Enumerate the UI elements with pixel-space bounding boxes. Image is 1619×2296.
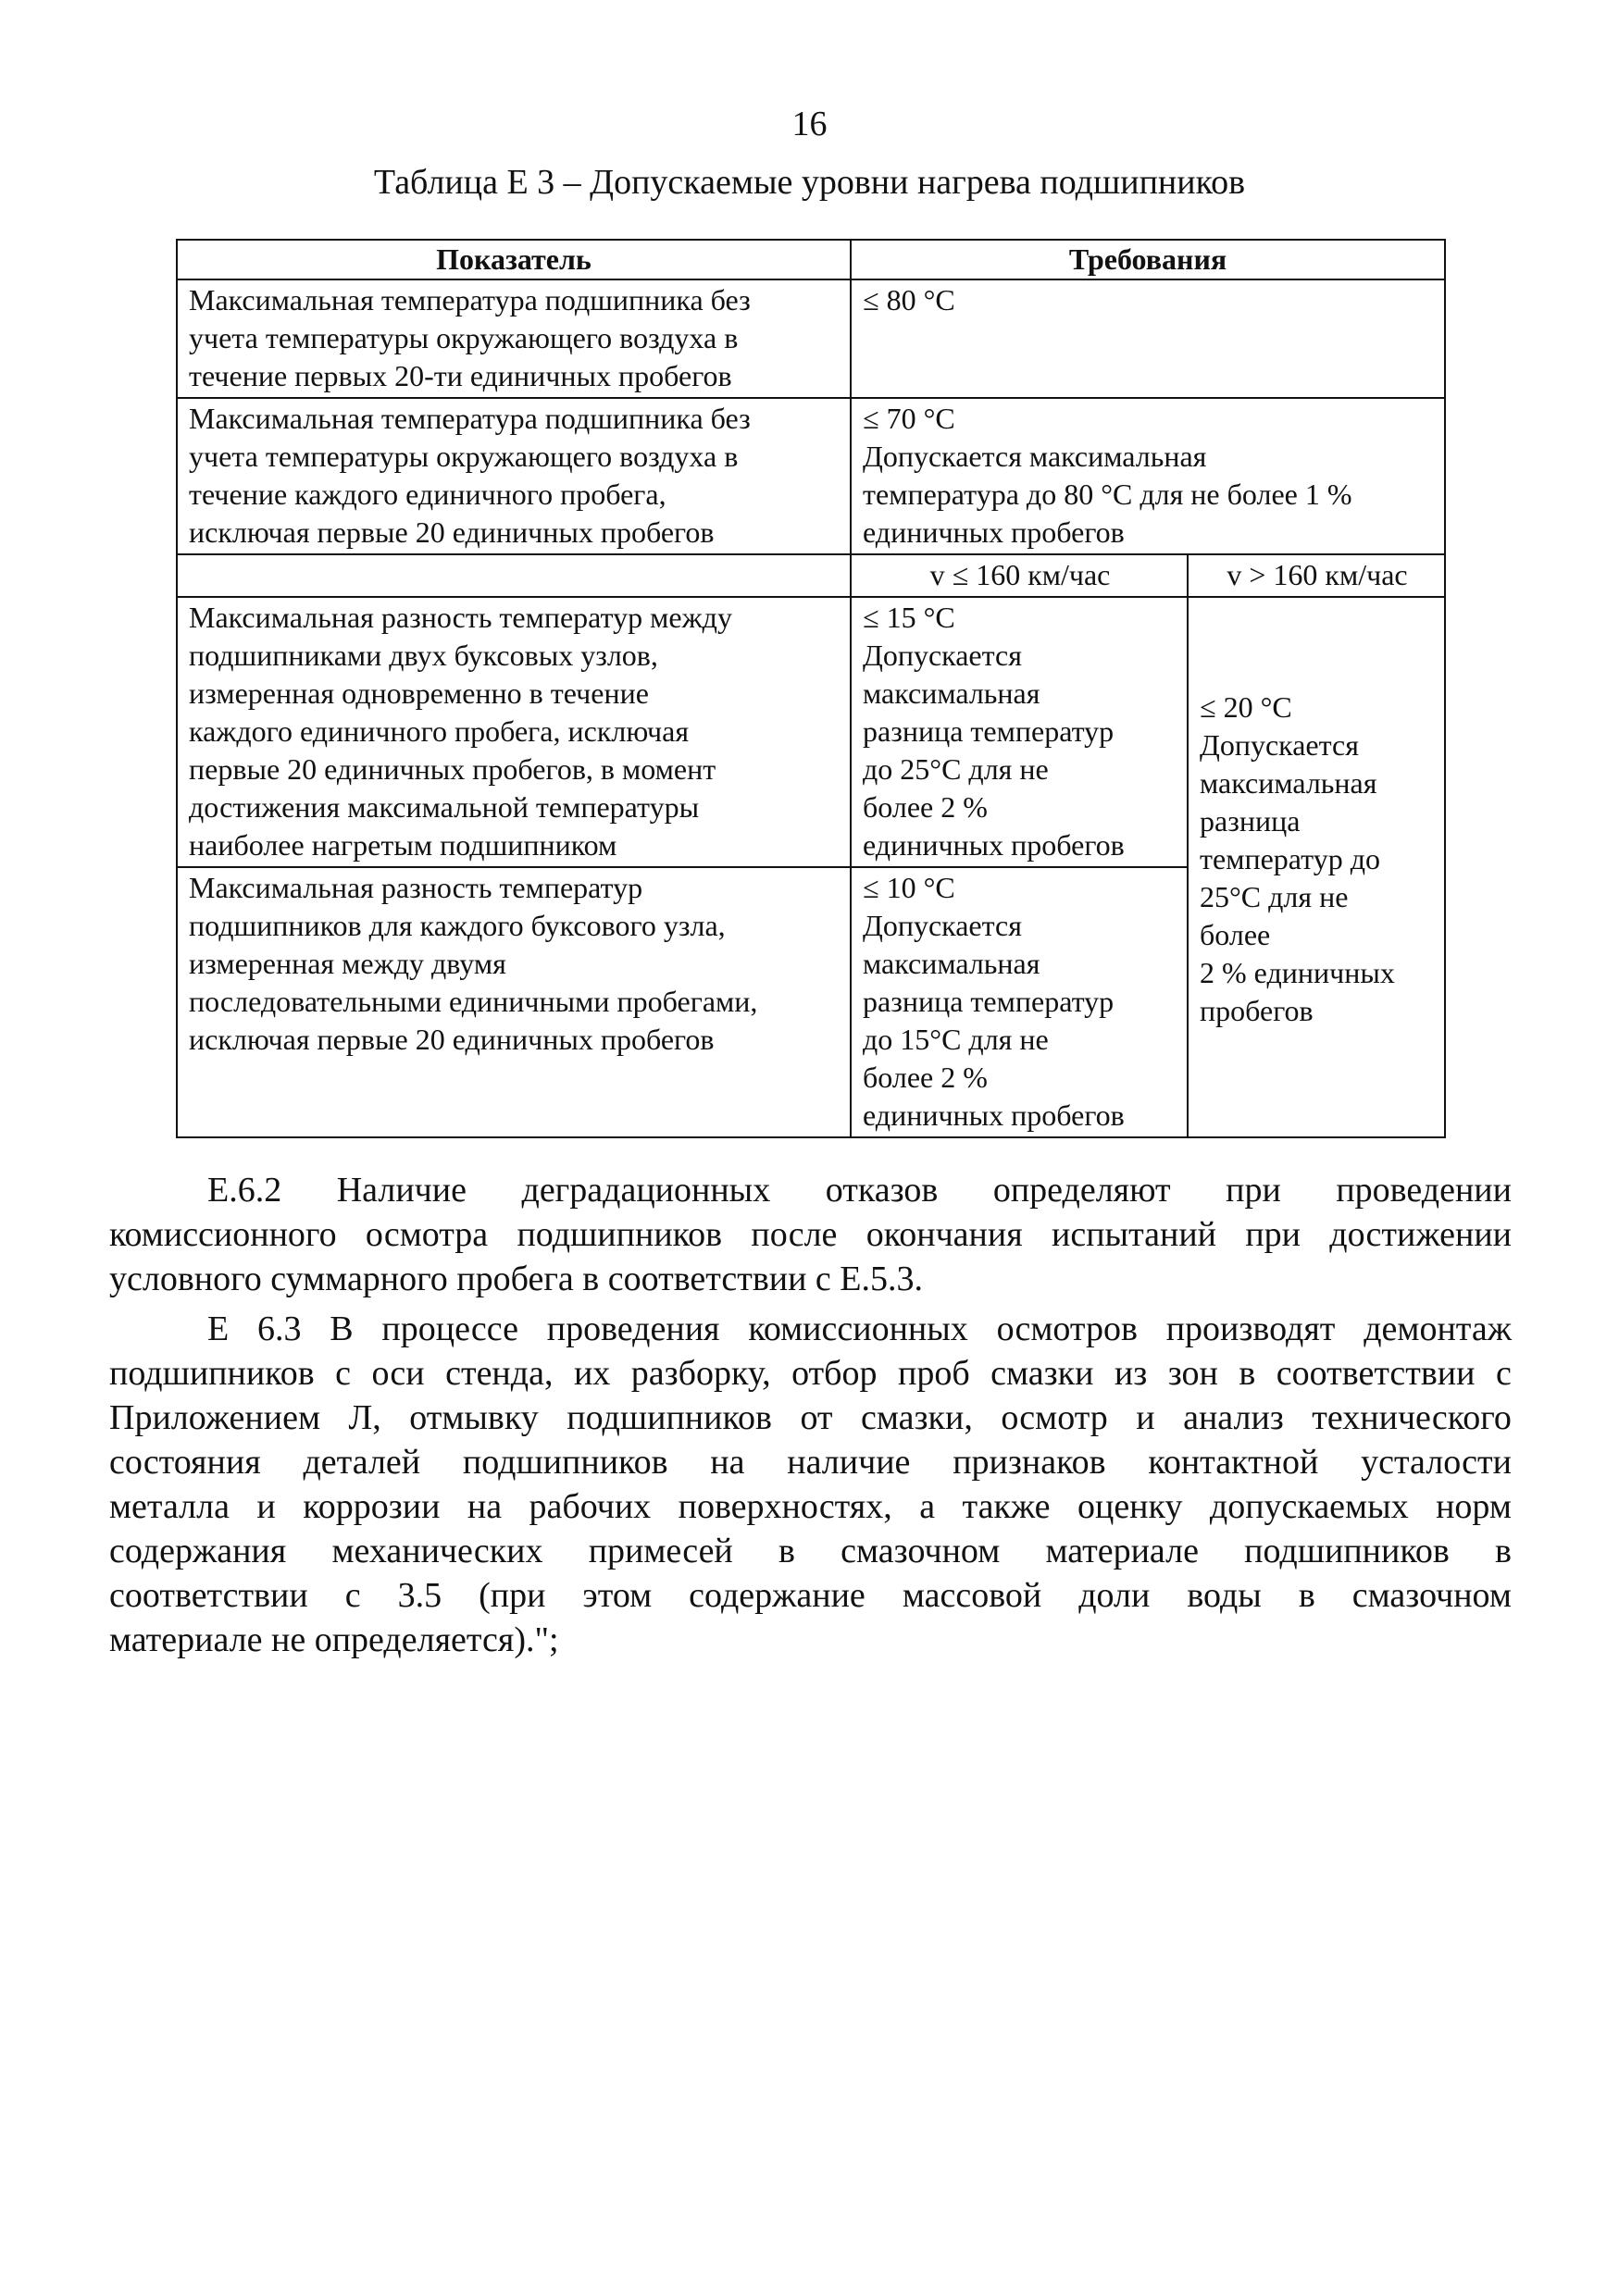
cell-line: первые 20 единичных пробегов, в момент [189,752,716,786]
para-line-justified [109,1212,1512,1257]
word: усталости [1361,1443,1512,1482]
word: комиссионного [109,1215,337,1254]
indicator-cell [177,279,851,398]
word: анализ [1183,1398,1284,1437]
word: содержания [109,1532,287,1570]
cell-line: исключая первые 20 единичных пробегов [189,515,715,549]
word: воды [1187,1576,1262,1615]
word: Л, [348,1398,381,1437]
cell-line: максимальная [863,676,1040,710]
word: комиссионных [748,1309,968,1348]
word: соответствии [1276,1354,1476,1393]
cell-line: до 25°С для не [863,752,1049,786]
word: материале [1045,1532,1199,1570]
cell-line: разница температур [863,985,1115,1018]
word: отбор [791,1354,878,1393]
word: норм [1436,1487,1512,1526]
cell-line: Допускается максимальная [863,440,1207,473]
indicator-cell [177,867,851,1137]
word: наличие [787,1443,911,1482]
word: подшипников [1244,1532,1450,1570]
cell-line: измеренная одновременно в течение [189,676,649,710]
requirement-low-speed-cell [851,867,1188,1137]
word: также [962,1487,1051,1526]
word: 3.5 [397,1576,442,1615]
word: при [1226,1171,1281,1210]
cell-line: температур до [1200,842,1380,875]
word: зон [1167,1354,1218,1393]
word: подшипников [567,1398,772,1437]
word: массовой [902,1576,1042,1615]
word: поверхностях, [678,1487,892,1526]
table-row [177,597,1445,867]
cell-line: единичных пробегов [863,828,1125,862]
cell-line: разница [1200,804,1301,838]
word: содержание [689,1576,866,1615]
word: Е [207,1309,230,1348]
word: соответствии [109,1576,308,1615]
cell-line: разница температур [863,714,1115,748]
word: в [1495,1532,1512,1570]
cell-line: Максимальная температура подшипника без [189,283,751,316]
word: в [1239,1354,1256,1393]
word: а [919,1487,936,1526]
para-line-justified [109,1307,1512,1351]
word: признаков [953,1443,1106,1482]
cell-line: течение каждого единичного пробега, [189,478,666,511]
cell-line: ≤ 10 °С [863,871,955,904]
word: В [330,1309,354,1348]
cell-line: Допускается [1200,728,1359,762]
word: примесей [588,1532,733,1570]
word: и [256,1487,276,1526]
cell-line: подшипников для каждого буксового узла, [189,909,726,942]
word: допускаемых [1209,1487,1409,1526]
word: смазки, [861,1398,973,1437]
word: оценку [1077,1487,1183,1526]
word: испытаний [1052,1215,1217,1254]
word: их [573,1354,611,1393]
word: подшипников [109,1354,315,1393]
word: производят [1165,1309,1336,1348]
word: от [800,1398,833,1437]
requirement-cell [851,279,1445,398]
word: смазки [990,1354,1094,1393]
cell-line: достижения максимальной температуры [189,790,700,824]
cell-line: учета температуры окружающего воздуха в [189,321,739,354]
cell-line: единичных пробегов [863,515,1125,549]
cell-line: Допускается [863,909,1022,942]
word: с [335,1354,351,1393]
requirement-cell [851,398,1445,554]
paragraph-e62 [109,1168,1512,1301]
indicator-cell [177,597,851,867]
word: после [751,1215,838,1254]
cell-line: максимальная [863,947,1040,980]
word: в [1298,1576,1315,1615]
cell-line: ≤ 80 °С [863,283,955,316]
paragraph-e63 [109,1307,1512,1662]
bearing-heating-table [176,239,1446,1138]
cell-line: единичных пробегов [863,1098,1125,1132]
word: проб [897,1354,970,1393]
cell-line: более [1200,918,1271,951]
cell-line: температура до 80 °С для не более 1 % [863,478,1352,511]
word: доли [1078,1576,1151,1615]
word: рабочих [529,1487,652,1526]
para-line-justified [109,1396,1512,1440]
para-line-justified [109,1168,1512,1212]
word: разборку, [630,1354,771,1393]
word: с [344,1576,361,1615]
word: стенда, [445,1354,554,1393]
word: проведении [1336,1171,1512,1210]
word: коррозии [303,1487,441,1526]
cell-line: Максимальная температура подшипника без [189,402,751,435]
para-line-justified [109,1529,1512,1573]
word: Приложением [109,1398,320,1437]
header-requirements: Требования [851,240,1445,279]
para-line-justified [109,1440,1512,1484]
requirement-high-speed-cell [1188,597,1445,1137]
page-number: 16 [791,105,828,143]
para-line: условного суммарного пробега в соответствии с Е.5.3. [109,1260,924,1298]
word: достижении [1329,1215,1512,1254]
word: в [778,1532,795,1570]
cell-line: более 2 % [863,790,988,824]
cell-line: ≤ 15 °С [863,601,955,634]
word: и [1136,1398,1155,1437]
cell-line: Максимальная разность температур между [189,601,732,634]
table-row [177,398,1445,554]
word: осмотров [996,1309,1138,1348]
word: состояния [109,1443,261,1482]
cell-line: каждого единичного пробега, исключая [189,714,690,748]
cell-line: наиболее нагретым подшипником [189,828,617,862]
word: Наличие [336,1171,467,1210]
cell-line: последовательными единичными пробегами, [189,985,758,1018]
word: проведения [546,1309,720,1348]
word: механических [331,1532,543,1570]
word: деградационных [521,1171,771,1210]
cell-line: до 15°С для не [863,1023,1049,1056]
word: (при [479,1576,546,1615]
cell-line: более 2 % [863,1061,988,1094]
para-line-justified [109,1351,1512,1396]
word: при [1245,1215,1301,1254]
word: этом [582,1576,653,1615]
word: определяют [992,1171,1171,1210]
word: с [1495,1354,1512,1393]
cell-line: максимальная [1200,766,1377,800]
word: металла [109,1487,230,1526]
word: осмотр [1001,1398,1108,1437]
header-indicator: Показатель [177,240,851,279]
word: 6.3 [257,1309,302,1348]
cell-line: измеренная между двумя [189,947,506,980]
empty-cell [177,554,851,597]
word: на [467,1487,503,1526]
table-row [177,279,1445,398]
speed-header-row [177,554,1445,597]
word: Е.6.2 [207,1171,282,1210]
indicator-cell [177,398,851,554]
para-line-justified [109,1573,1512,1618]
cell-line: ≤ 20 °С [1200,690,1292,724]
word: процессе [381,1309,518,1348]
word: подшипников [517,1215,723,1254]
word: технического [1312,1398,1512,1437]
table-caption: Таблица Е 3 – Допускаемые уровни нагрева подшипников [373,163,1246,202]
cell-line: подшипниками двух буксовых узлов, [189,639,658,672]
para-line: материале не определяется)."; [109,1620,559,1659]
word: осмотра [365,1215,489,1254]
cell-line: течение первых 20-ти единичных пробегов [189,359,732,392]
word: демонтаж [1364,1309,1512,1348]
word: отказов [825,1171,939,1210]
requirement-low-speed-cell [851,597,1188,867]
word: подшипников [462,1443,668,1482]
cell-line: Максимальная разность температур [189,871,643,904]
cell-line: 25°С для не [1200,880,1349,913]
word: оси [371,1354,425,1393]
word: из [1114,1354,1148,1393]
word: на [710,1443,745,1482]
cell-line: исключая первые 20 единичных пробегов [189,1023,715,1056]
table-header-row [177,240,1445,279]
word: деталей [303,1443,421,1482]
speed-low-header: v ≤ 160 км/час [851,554,1188,597]
cell-line: 2 % единичных [1200,956,1395,989]
cell-line: пробегов [1200,994,1314,1027]
word: отмывку [409,1398,539,1437]
word: окончания [866,1215,1023,1254]
cell-line: учета температуры окружающего воздуха в [189,440,739,473]
word: смазочном [841,1532,1001,1570]
speed-high-header: v > 160 км/час [1188,554,1445,597]
word: смазочном [1351,1576,1512,1615]
word: контактной [1148,1443,1319,1482]
cell-line: Допускается [863,639,1022,672]
para-line-justified [109,1484,1512,1529]
cell-line: ≤ 70 °С [863,402,955,435]
